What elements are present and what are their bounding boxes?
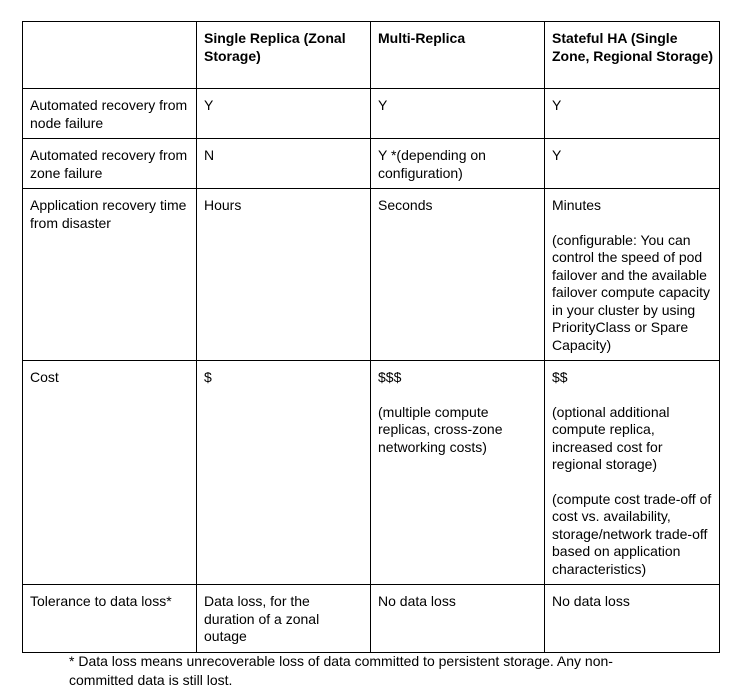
table-cell [545, 585, 720, 653]
table-row [23, 139, 720, 189]
cell-text: Y [204, 97, 214, 113]
cell-note: (compute cost trade-off of cost vs. availability, storage/network trade-off based on application characteristics) [552, 490, 712, 577]
table-cell [545, 189, 720, 361]
cell-text: Y *(depending on configuration) [378, 147, 486, 181]
cell-text: $$$ [378, 369, 402, 385]
table-cell [371, 585, 545, 653]
comparison-table [22, 21, 720, 653]
table-row [23, 89, 720, 139]
table-cell [197, 189, 371, 361]
cell-text: Y [552, 147, 562, 163]
row-label: Application recovery time from disaster [23, 189, 197, 361]
header-cell-stateful-ha: Stateful HA (Single Zone, Regional Storage) [545, 22, 720, 89]
table-row [23, 585, 720, 653]
footnote: * Data loss means unrecoverable loss of data committed to persistent storage. Any non-committed data is still lost. [69, 653, 613, 688]
header-cell-empty [23, 22, 197, 89]
cell-text: Minutes [552, 197, 602, 213]
table-cell [197, 139, 371, 189]
table-row [23, 361, 720, 585]
cell-text: $$ [552, 369, 568, 385]
cell-note: (optional additional compute replica, increased cost for regional storage) [552, 403, 670, 472]
cell-note: (multiple compute replicas, cross-zone networking costs) [378, 403, 503, 455]
table-row [23, 189, 720, 361]
table-cell [371, 361, 545, 585]
cell-text: N [204, 147, 215, 163]
cell-text: Y [552, 97, 562, 113]
table-cell [371, 189, 545, 361]
table-cell [197, 585, 371, 653]
row-label: Cost [23, 361, 197, 585]
header-row [23, 22, 720, 89]
cell-text: Hours [204, 197, 242, 213]
table-cell [545, 361, 720, 585]
cell-text: Y [378, 97, 388, 113]
table-cell [197, 361, 371, 585]
row-label: Tolerance to data loss* [23, 585, 197, 653]
table-cell [371, 89, 545, 139]
table-cell [371, 139, 545, 189]
table-cell [545, 89, 720, 139]
cell-text: Seconds [378, 197, 433, 213]
cell-text: No data loss [378, 593, 456, 609]
cell-text: No data loss [552, 593, 630, 609]
table-cell [197, 89, 371, 139]
table-cell [545, 139, 720, 189]
header-cell-single-replica: Single Replica (Zonal Storage) [197, 22, 371, 89]
cell-note: (configurable: You can control the speed of pod failover and the available failover compute capacity in your cluster by using PriorityClass or Spare Capacity) [552, 231, 710, 353]
row-label: Automated recovery from zone failure [23, 139, 197, 189]
row-label: Automated recovery from node failure [23, 89, 197, 139]
cell-text: Data loss, for the duration of a zonal outage [204, 593, 320, 644]
header-cell-multi-replica: Multi-Replica [371, 22, 545, 89]
cell-text: $ [204, 369, 212, 385]
